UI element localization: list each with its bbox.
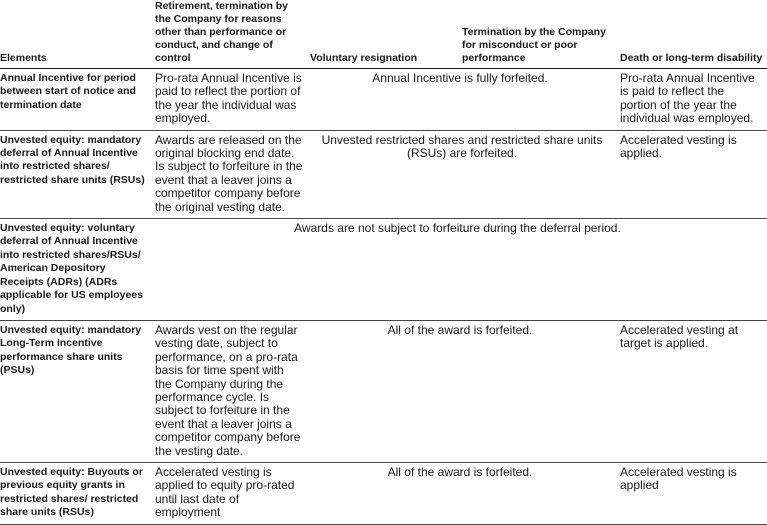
table-row [0,462,767,524]
header-elements: Elements [0,0,152,69]
death-disability-cell: Accelerated vesting is applied [617,462,767,524]
row-element-label: Unvested equity: mandatory Long-Term Incentive performance share units (PSUs) [0,320,152,462]
table-row [0,130,767,218]
table-row [0,320,767,462]
retirement-cell: Awards are released on the original blocking end date. Is subject to forfeiture in the event that a leaver joins a competitor company before the original vesting date. [152,130,307,218]
retirement-cell: Pro-rata Annual Incentive is paid to reflect the portion of the year the individual was employed. [152,69,307,131]
table-row [0,69,767,131]
death-disability-cell: Accelerated vesting is applied. [617,130,767,218]
resignation-misconduct-cell: All of the award is forfeited. [307,320,617,462]
header-death-disability: Death or long-term disability [617,0,767,69]
header-row [0,0,767,69]
all-terminations-cell: Awards are not subject to forfeiture during the deferral period. [152,219,767,321]
header-retirement: Retirement, termination by the Company for reasons other than performance or conduct, and change of control [152,0,307,69]
retirement-cell: Accelerated vesting is applied to equity pro-rated until last date of employment [152,462,307,524]
row-element-label: Annual Incentive for period between start of notice and termination date [0,69,152,131]
row-element-label: Unvested equity: mandatory deferral of Annual Incentive into restricted shares/ restricted share units (RSUs) [0,130,152,218]
death-disability-cell: Accelerated vesting at target is applied. [617,320,767,462]
table-row [0,219,767,321]
resignation-misconduct-cell: Unvested restricted shares and restricted share units (RSUs) are forfeited. [307,130,617,218]
retirement-cell: Awards vest on the regular vesting date, subject to performance, on a pro-rata basis for time spent with the Company during the performance cycle. Is subject to forfeiture in the event that a leaver joins a competitor company before the vesting date. [152,320,307,462]
resignation-misconduct-cell: All of the award is forfeited. [307,462,617,524]
row-element-label: Unvested equity: Buyouts or previous equity grants in restricted shares/ restricted share units (RSUs) [0,462,152,524]
death-disability-cell: Pro-rata Annual Incentive is paid to reflect the portion of the year the individual was employed. [617,69,767,131]
resignation-misconduct-cell: Annual Incentive is fully forfeited. [307,69,617,131]
row-element-label: Unvested equity: voluntary deferral of Annual Incentive into restricted shares/RSUs/ American Depository Receipts (ADRs) (ADRs applicable for US employees only) [0,219,152,321]
header-voluntary-resignation: Voluntary resignation [307,0,462,69]
header-misconduct: Termination by the Company for misconduct or poor performance [462,0,617,69]
